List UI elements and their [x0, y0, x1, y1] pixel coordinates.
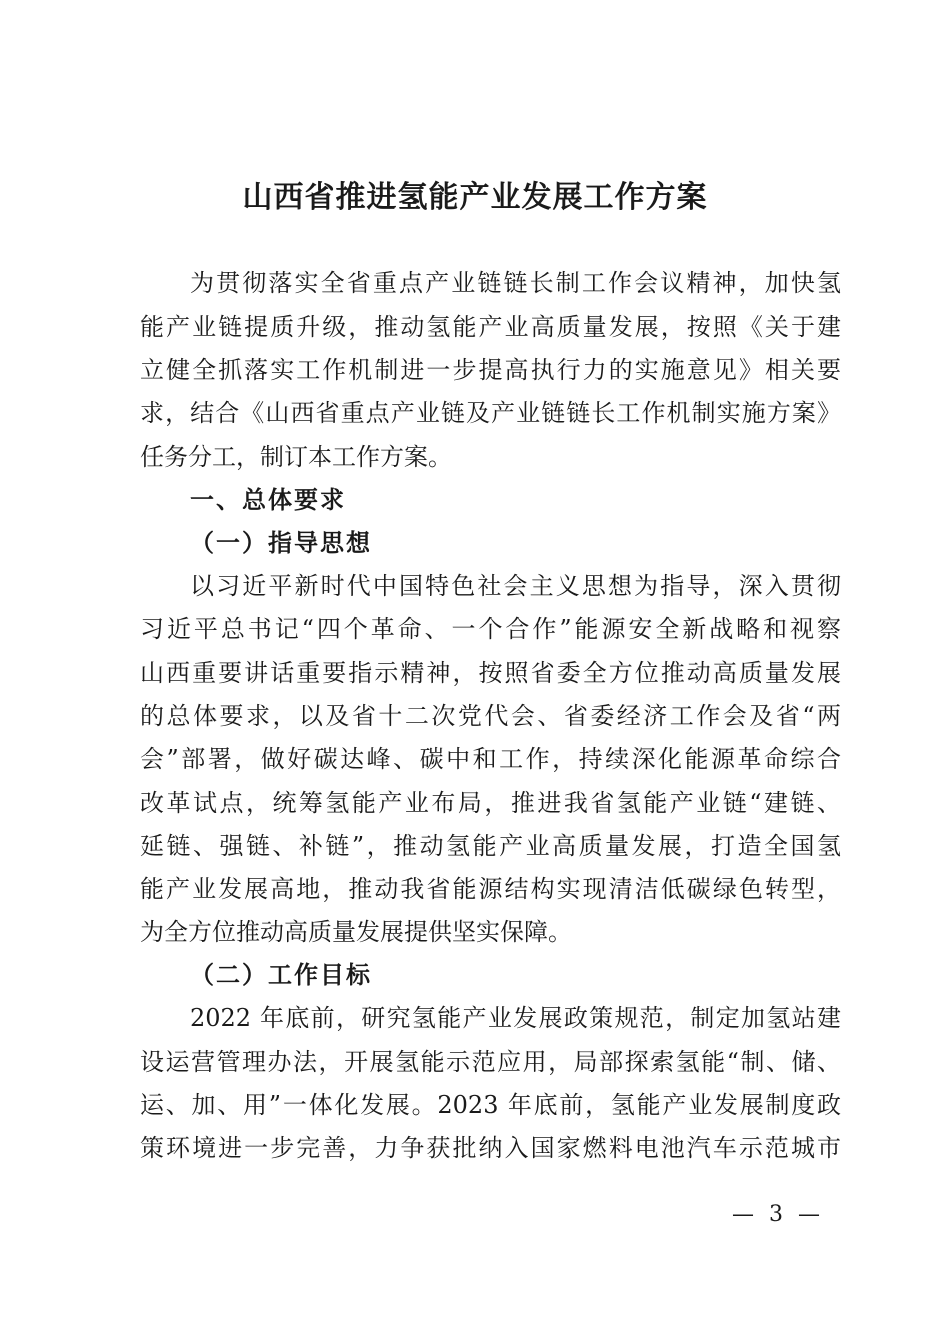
page-number: — 3 — — [732, 1202, 824, 1227]
guiding-line-4: 的总体要求，以及省十二次党代会、省委经济工作会及省“两 — [140, 702, 841, 730]
guiding-line-1: 以习近平新时代中国特色社会主义思想为指导，深入贯彻 — [190, 572, 841, 600]
subsection-heading-work-goals: （二）工作目标 — [190, 961, 372, 989]
goals-line-3: 运、加、用”一体化发展。2023 年底前，氢能产业发展制度政 — [140, 1091, 841, 1119]
guiding-line-6: 改革试点，统筹氢能产业布局，推进我省氢能产业链“建链、 — [140, 789, 841, 817]
subsection-heading-guiding-ideology: （一）指导思想 — [190, 529, 372, 557]
intro-line-3: 立健全抓落实工作机制进一步提高执行力的实施意见》相关要 — [140, 356, 841, 384]
guiding-line-2: 习近平总书记“四个革命、一个合作”能源安全新战略和视察 — [140, 615, 841, 643]
intro-line-1: 为贯彻落实全省重点产业链链长制工作会议精神，加快氢 — [190, 269, 841, 297]
guiding-line-5: 会”部署，做好碳达峰、碳中和工作，持续深化能源革命综合 — [140, 745, 841, 773]
goals-line-2: 设运营管理办法，开展氢能示范应用，局部探索氢能“制、储、 — [140, 1048, 841, 1076]
section-heading-general-requirements: 一、总体要求 — [190, 486, 346, 514]
guiding-line-3: 山西重要讲话重要指示精神，按照省委全方位推动高质量发展 — [140, 659, 841, 687]
guiding-line-7: 延链、强链、补链”，推动氢能产业高质量发展，打造全国氢 — [140, 832, 841, 860]
intro-line-2: 能产业链提质升级，推动氢能产业高质量发展，按照《关于建 — [140, 313, 841, 341]
intro-line-5: 任务分工，制订本工作方案。 — [140, 443, 452, 471]
guiding-line-8: 能产业发展高地，推动我省能源结构实现清洁低碳绿色转型， — [140, 875, 841, 903]
document-title: 山西省推进氢能产业发展工作方案 — [242, 180, 708, 215]
goals-line-4: 策环境进一步完善，力争获批纳入国家燃料电池汽车示范城市 — [140, 1134, 841, 1162]
intro-line-4: 求，结合《山西省重点产业链及产业链链长工作机制实施方案》 — [140, 399, 841, 427]
goals-line-1: 2022 年底前，研究氢能产业发展政策规范，制定加氢站建 — [190, 1004, 841, 1032]
guiding-line-9: 为全方位推动高质量发展提供坚实保障。 — [140, 918, 572, 946]
